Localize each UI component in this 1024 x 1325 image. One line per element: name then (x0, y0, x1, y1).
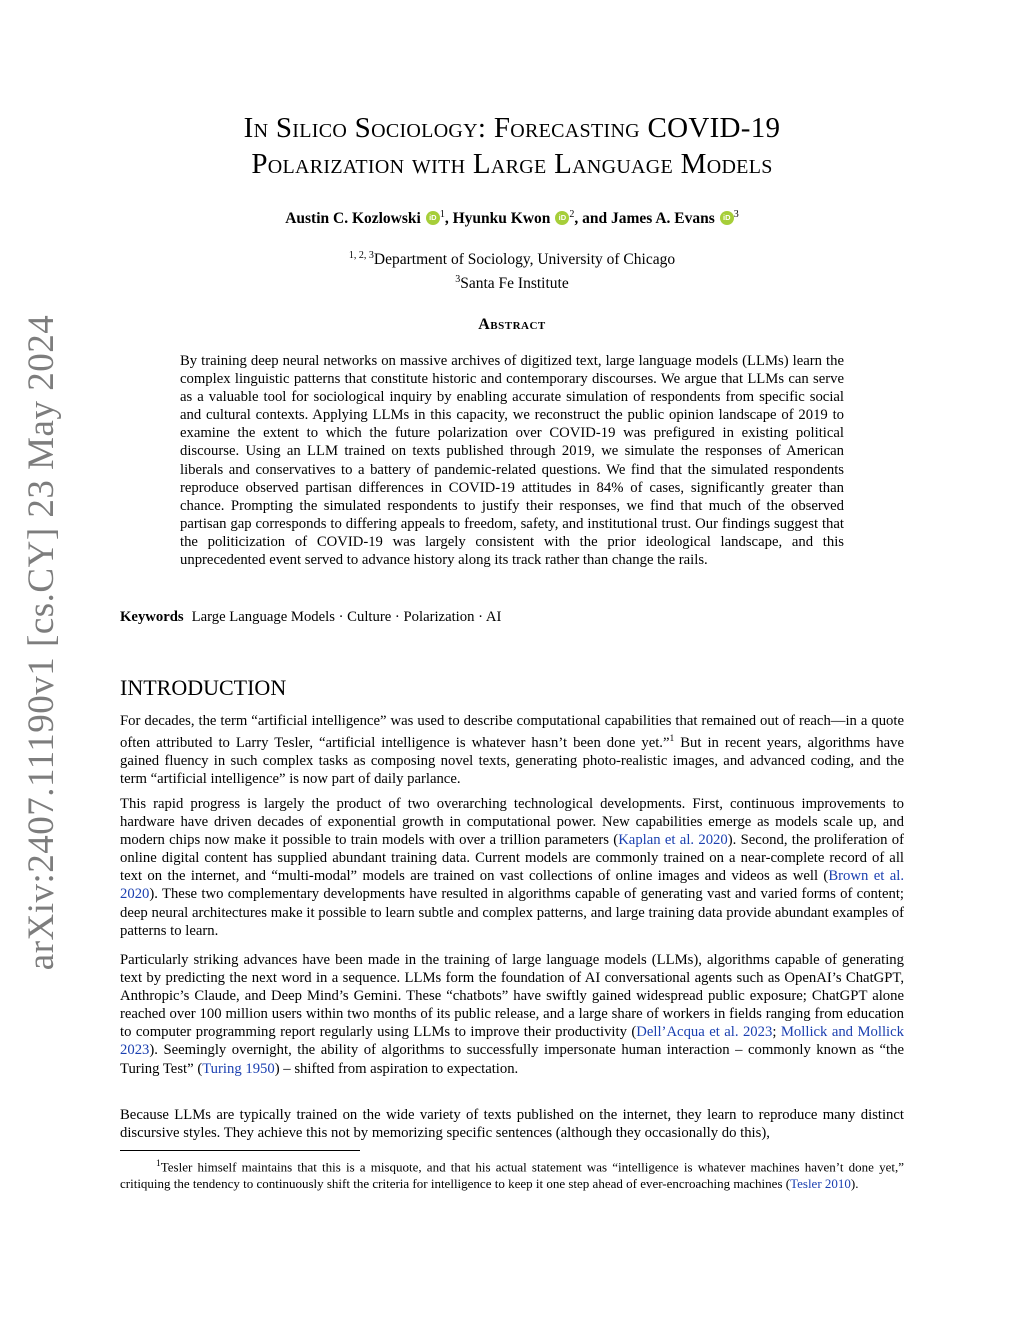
citation-link[interactable]: Dell’Acqua et al. 2023 (636, 1024, 773, 1041)
affiliation-line: $^3$Santa Fe Institute (455, 274, 569, 293)
citation-link[interactable]: Brown et al. 2020 (120, 868, 904, 903)
author-affiliation-marker: 3 (733, 209, 739, 220)
arxiv-identifier-text: arXiv:2407.11190v1 [cs.CY] 23 May 2024 (21, 314, 63, 971)
footnote-divider (120, 1150, 360, 1151)
arxiv-identifier (21, 314, 63, 971)
body-paragraph: This rapid progress is largely the product of two overarching technological developments. First, continuous improvements to hardware have driven decades of exponential growth in computational power. New capabilities emerge as models scale up, and modern chips now make it possible to train models with over a trillion parameters (Kaplan et al. 2020). Second, the proliferation of online digital content has supplied abundant training data. Current models are commonly trained on a near-complete record of all text on the internet, and “multi-modal” models are trained on vast collections of online images and videos as well (Brown et al. 2020). These two complementary developments have resulted in algorithms capable of generating vast and varied forms of content; deep neural architectures make it possible to learn subtle and complex patterns, and large training data provide abundant examples of patterns to learn. (120, 796, 904, 939)
footnote-marker[interactable]: 1 (669, 734, 675, 745)
section-title-introduction: INTRODUCTION (120, 675, 287, 700)
citation-link[interactable]: Tesler 2010 (790, 1176, 851, 1192)
author-affiliation-marker: 2 (569, 209, 575, 220)
affiliations (120, 246, 904, 294)
footnote-number: 1 (156, 1159, 161, 1169)
author-separator: , and (574, 210, 612, 228)
author-affiliation-marker: 1 (439, 209, 445, 220)
citation-link[interactable]: Kaplan et al. 2020 (618, 832, 728, 849)
abstract-heading: Abstract (478, 316, 546, 333)
keywords-list: Large Language Models · Culture · Polarization · AI (191, 609, 502, 625)
paper-title-line-2: Polarization with Large Language Models (251, 148, 773, 180)
citation-link[interactable]: Mollick and Mollick 2023 (120, 1024, 904, 1059)
author-separator: , (444, 210, 453, 228)
keywords (120, 609, 501, 626)
body-paragraph: Particularly striking advances have been made in the training of large language models (LLMs), algorithms capable of generating text by predicting the next word in a sequence. LLMs form the foundation of AI conversational agents such as OpenAI’s ChatGPT, Anthropic’s Claude, and Deep Mind’s Gemini. These “chatbots” have swiftly gained widespread public exposure; ChatGPT alone reached over 100 million users within two months of its public release, and a large share of workers in fields ranging from education to computer programming report regularly using LLMs to improve their productivity (Dell’Acqua et al. 2023; Mollick and Mollick 2023). Seemingly overnight, the ability of algorithms to successfully impersonate human interaction – commonly known as “the Turing Test” (Turing 1950) – shifted from aspiration to expectation. (120, 952, 904, 1077)
orcid-icon[interactable]: iD (426, 211, 440, 225)
author-name: Austin C. Kozlowski (285, 210, 421, 228)
body-paragraph: Because LLMs are typically trained on the wide variety of texts published on the internet, they learn to reproduce many distinct discursive styles. They achieve this not by memorizing specific sentences (although they occasionally do this), (120, 1107, 904, 1142)
keywords-label: Keywords (120, 609, 184, 625)
author-name: Hyunku Kwon (452, 210, 551, 228)
orcid-icon[interactable]: iD (555, 211, 569, 225)
footnote: $^1$Tesler himself maintains that this is a misquote, and that his actual statement was “intelligence is whatever machines haven’t done yet,” critiquing the tendency to continuously shift the criteria for intelligence to keep it one step ahead of ever-encroaching machines (Tesler 2010). (120, 1159, 904, 1192)
body-paragraph: For decades, the term “artificial intelligence” was used to describe computational capabilities that remained out of reach—in a quote often attributed to Larry Tesler, “artificial intelligence is whatever hasn’t been done yet.”$^1$ But in recent years, algorithms have gained fluency in such complex tasks as composing novel texts, generating photo-realistic images, and advanced coding, and the term “artificial intelligence” is now part of daily parlance. (120, 713, 904, 788)
paper-title-line-1: In Silico Sociology: Forecasting COVID-19 (243, 112, 781, 144)
abstract-text: By training deep neural networks on massive archives of digitized text, large language models (LLMs) learn the complex linguistic patterns that constitute historic and contemporary discourses. We argue that LLMs can serve as a valuable tool for sociological inquiry by enabling accurate simulation of respondents from specific social and cultural contexts. Applying LLMs in this capacity, we reconstruct the public opinion landscape of 2019 to examine the extent to which the future polarization over COVID-19 was prefigured in existing political discourse. Using an LLM trained on texts published through 2019, we simulate the responses of American liberals and conservatives to a battery of pandemic-related questions. We find that the simulated respondents reproduce observed partisan differences in COVID-19 attitudes in 84% of cases, significantly greater than chance. Prompting the simulated respondents to justify their responses, we find that much of the observed partisan gap corresponds to differing appeals to freedom, safety, and institutional trust. Our findings suggest that the politicization of COVID-19 was largely consistent with the prior ideological landscape, and this unprecedented event served to advance history along its track rather than change the rails. (180, 353, 844, 569)
author-name: James A. Evans (611, 210, 715, 228)
author-list (120, 209, 904, 228)
citation-link[interactable]: Turing 1950 (202, 1060, 275, 1077)
affiliation-line: $^{1, 2, 3}$Department of Sociology, University of Chicago (348, 250, 676, 269)
paper-title (120, 110, 904, 182)
orcid-icon[interactable]: iD (720, 211, 734, 225)
